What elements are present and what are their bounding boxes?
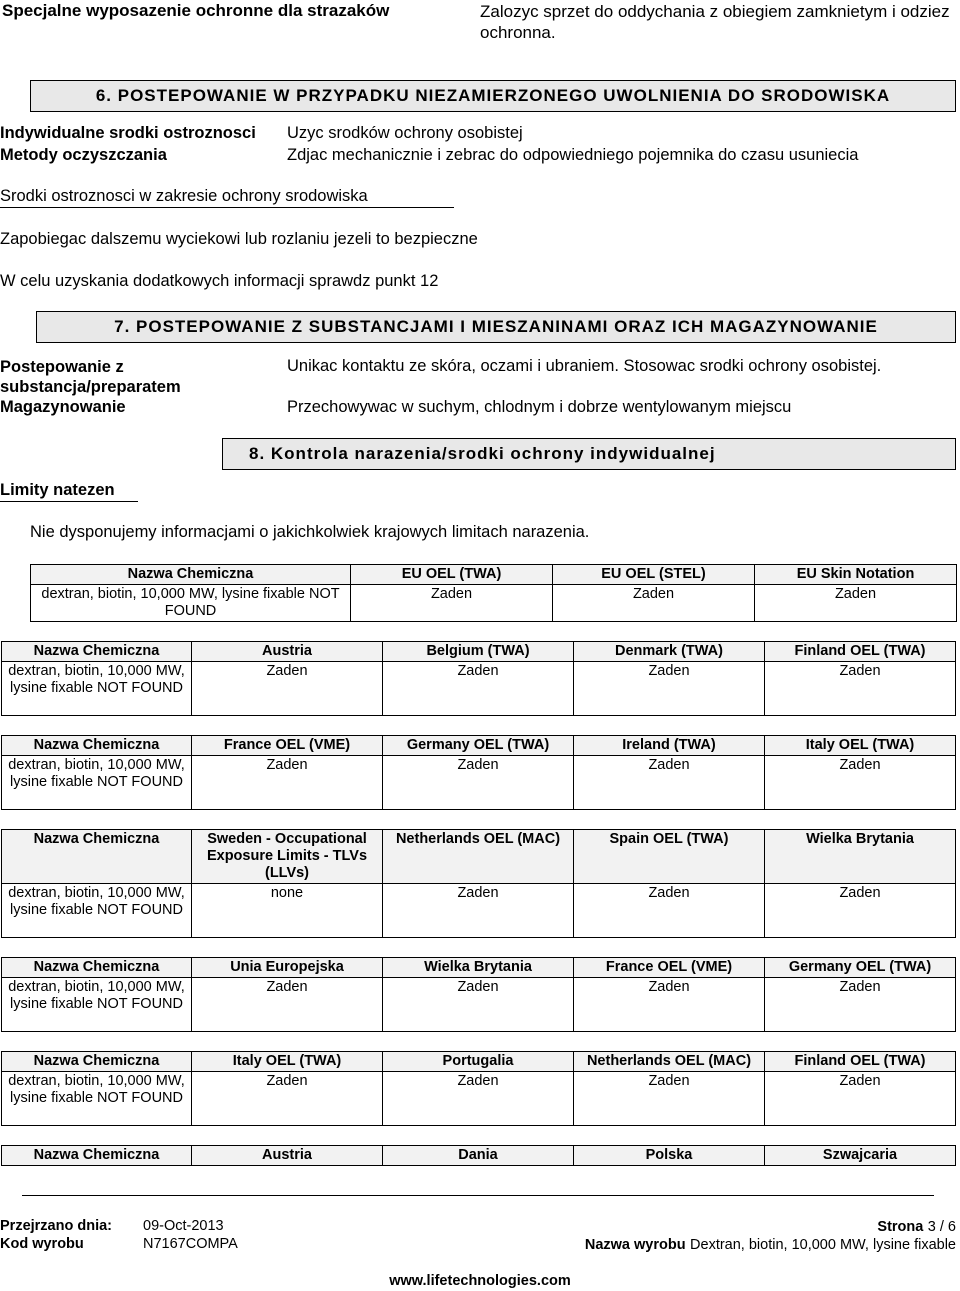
chemical-name-cell: dextran, biotin, 10,000 MW, lysine fixable NOT FOUND — [2, 978, 192, 1032]
table-row — [2, 978, 956, 1032]
table-header-row — [2, 1052, 956, 1072]
chemical-name-cell: dextran, biotin, 10,000 MW, lysine fixable NOT FOUND — [31, 585, 351, 622]
table-cell: Zaden — [765, 884, 956, 938]
section-6-title: 6. POSTEPOWANIE W PRZYPADKU NIEZAMIERZONEGO UWOLNIENIA DO SRODOWISKA — [30, 80, 956, 112]
chemical-name-cell: dextran, biotin, 10,000 MW, lysine fixable NOT FOUND — [2, 1072, 192, 1126]
chemical-name-cell: dextran, biotin, 10,000 MW, lysine fixable NOT FOUND — [2, 884, 192, 938]
table-header-cell: Ireland (TWA) — [574, 736, 765, 756]
revised-date-value: 09-Oct-2013 — [143, 1218, 224, 1234]
table-cell: Zaden — [192, 756, 383, 810]
table-header-cell: Unia Europejska — [192, 958, 383, 978]
table-header-cell: Austria — [192, 1146, 383, 1166]
table-cell: Zaden — [383, 978, 574, 1032]
handling-value: Unikac kontaktu ze skóra, oczami i ubraniem. Stosowac srodki ochrony osobistej. — [287, 357, 882, 375]
table-header-cell: Dania — [383, 1146, 574, 1166]
table-header-cell: Denmark (TWA) — [574, 642, 765, 662]
chemical-name-cell: dextran, biotin, 10,000 MW, lysine fixable NOT FOUND — [2, 756, 192, 810]
limits-label: Limity natezen — [0, 481, 138, 502]
table-cell: Zaden — [383, 884, 574, 938]
precautions-value: Uzyc srodków ochrony osobistej — [287, 124, 523, 142]
precautions-label: Indywidualne srodki ostroznosci — [0, 124, 256, 142]
table-header-row — [2, 736, 956, 756]
product-name-value: Dextran, biotin, 10,000 MW, lysine fixable — [690, 1237, 956, 1253]
table-header-cell: EU OEL (STEL) — [553, 565, 755, 585]
table-header-cell: Nazwa Chemiczna — [2, 958, 192, 978]
table-header-cell: Austria — [192, 642, 383, 662]
exposure-table-3 — [1, 735, 956, 810]
table-header-cell: Finland OEL (TWA) — [765, 1052, 956, 1072]
table-header-cell: Wielka Brytania — [765, 830, 956, 884]
table-header-row — [2, 1146, 956, 1166]
header-left-title: Specjalne wyposazenie ochronne dla strazaków — [2, 1, 390, 20]
table-header-cell: Germany OEL (TWA) — [765, 958, 956, 978]
table-header-cell: Italy OEL (TWA) — [192, 1052, 383, 1072]
table-header-row — [2, 830, 956, 884]
exposure-table-2 — [1, 641, 956, 716]
table-header-cell: Nazwa Chemiczna — [2, 736, 192, 756]
table-header-cell: Nazwa Chemiczna — [31, 565, 351, 585]
env-precautions-heading: Srodki ostroznosci w zakresie ochrony srodowiska — [0, 187, 454, 208]
table-header-cell: France OEL (VME) — [192, 736, 383, 756]
table-header-cell: Nazwa Chemiczna — [2, 830, 192, 884]
table-header-cell: Spain OEL (TWA) — [574, 830, 765, 884]
page-label: Strona — [877, 1219, 924, 1235]
section-7-title: 7. POSTEPOWANIE Z SUBSTANCJAMI I MIESZANINAMI ORAZ ICH MAGAZYNOWANIE — [36, 311, 956, 343]
table-cell: Zaden — [383, 662, 574, 716]
storage-value: Przechowywac w suchym, chlodnym i dobrze wentylowanym miejscu — [287, 398, 792, 416]
table-header-cell: Netherlands OEL (MAC) — [383, 830, 574, 884]
handling-label: Postepowanie z substancja/preparatem — [0, 358, 181, 396]
table-header-cell: Finland OEL (TWA) — [765, 642, 956, 662]
cleaning-methods-value: Zdjac mechanicznie i zebrac do odpowiedniego pojemnika do czasu usuniecia — [287, 146, 859, 164]
table-header-cell: Sweden - Occupational Exposure Limits - TLVs (LLVs) — [192, 830, 383, 884]
revised-date-label: Przejrzano dnia: — [0, 1218, 112, 1234]
table-header-cell: Nazwa Chemiczna — [2, 1146, 192, 1166]
table-cell: Zaden — [383, 756, 574, 810]
table-cell: Zaden — [574, 884, 765, 938]
exposure-table-eu — [30, 564, 957, 622]
product-name — [585, 1236, 956, 1254]
table-cell: Zaden — [765, 978, 956, 1032]
table-header-cell: Nazwa Chemiczna — [2, 642, 192, 662]
footer-divider — [22, 1195, 934, 1196]
cleaning-methods-label: Metody oczyszczania — [0, 146, 167, 164]
table-header-cell: Netherlands OEL (MAC) — [574, 1052, 765, 1072]
product-name-label: Nazwa wyrobu — [584, 1237, 686, 1253]
table-cell: Zaden — [755, 585, 957, 622]
table-header-row — [2, 642, 956, 662]
table-cell: Zaden — [351, 585, 553, 622]
website-link[interactable]: www.lifetechnologies.com — [389, 1273, 571, 1289]
chemical-name-cell: dextran, biotin, 10,000 MW, lysine fixable NOT FOUND — [2, 662, 192, 716]
table-header-cell: Portugalia — [383, 1052, 574, 1072]
table-header-cell: Belgium (TWA) — [383, 642, 574, 662]
table-row — [31, 585, 957, 622]
exposure-table-6 — [1, 1051, 956, 1126]
exposure-table-5 — [1, 957, 956, 1032]
env-precautions-text: Zapobiegac dalszemu wyciekowi lub rozlaniu jezeli to bezpieczne — [0, 230, 478, 248]
table-row — [2, 662, 956, 716]
table-row — [2, 1072, 956, 1126]
exposure-table-4 — [1, 829, 956, 938]
table-header-cell: Wielka Brytania — [383, 958, 574, 978]
table-cell: Zaden — [192, 662, 383, 716]
table-header-cell: EU Skin Notation — [755, 565, 957, 585]
table-header-cell: Nazwa Chemiczna — [2, 1052, 192, 1072]
product-code-value: N7167COMPA — [143, 1236, 238, 1252]
table-cell: Zaden — [765, 662, 956, 716]
table-cell: Zaden — [383, 1072, 574, 1126]
product-code-label: Kod wyrobu — [0, 1236, 84, 1252]
table-cell: Zaden — [765, 1072, 956, 1126]
table-cell: none — [192, 884, 383, 938]
table-header-row — [2, 958, 956, 978]
table-cell: Zaden — [574, 662, 765, 716]
exposure-table-7 — [1, 1145, 956, 1166]
page-number — [877, 1218, 956, 1236]
additional-info-text: W celu uzyskania dodatkowych informacji sprawdz punkt 12 — [0, 272, 439, 290]
table-header-cell: Szwajcaria — [765, 1146, 956, 1166]
table-cell: Zaden — [192, 1072, 383, 1126]
header-right-text: Zalozyc sprzet do oddychania z obiegiem zamknietym i odziez ochronna. — [480, 2, 950, 42]
table-cell: Zaden — [765, 756, 956, 810]
table-header-cell: EU OEL (TWA) — [351, 565, 553, 585]
table-header-cell: France OEL (VME) — [574, 958, 765, 978]
table-cell: Zaden — [574, 1072, 765, 1126]
table-row — [2, 884, 956, 938]
section-8-title: 8. Kontrola narazenia/srodki ochrony indywidualnej — [222, 438, 956, 470]
table-header-cell: Germany OEL (TWA) — [383, 736, 574, 756]
storage-label: Magazynowanie — [0, 398, 126, 416]
page-value: 3 / 6 — [927, 1219, 956, 1235]
table-cell: Zaden — [553, 585, 755, 622]
table-cell: Zaden — [574, 978, 765, 1032]
table-cell: Zaden — [574, 756, 765, 810]
table-row — [2, 756, 956, 810]
table-header-cell: Italy OEL (TWA) — [765, 736, 956, 756]
table-cell: Zaden — [192, 978, 383, 1032]
table-header-cell: Polska — [574, 1146, 765, 1166]
limits-text: Nie dysponujemy informacjami o jakichkolwiek krajowych limitach narazenia. — [30, 523, 590, 541]
table-header-row — [31, 565, 957, 585]
